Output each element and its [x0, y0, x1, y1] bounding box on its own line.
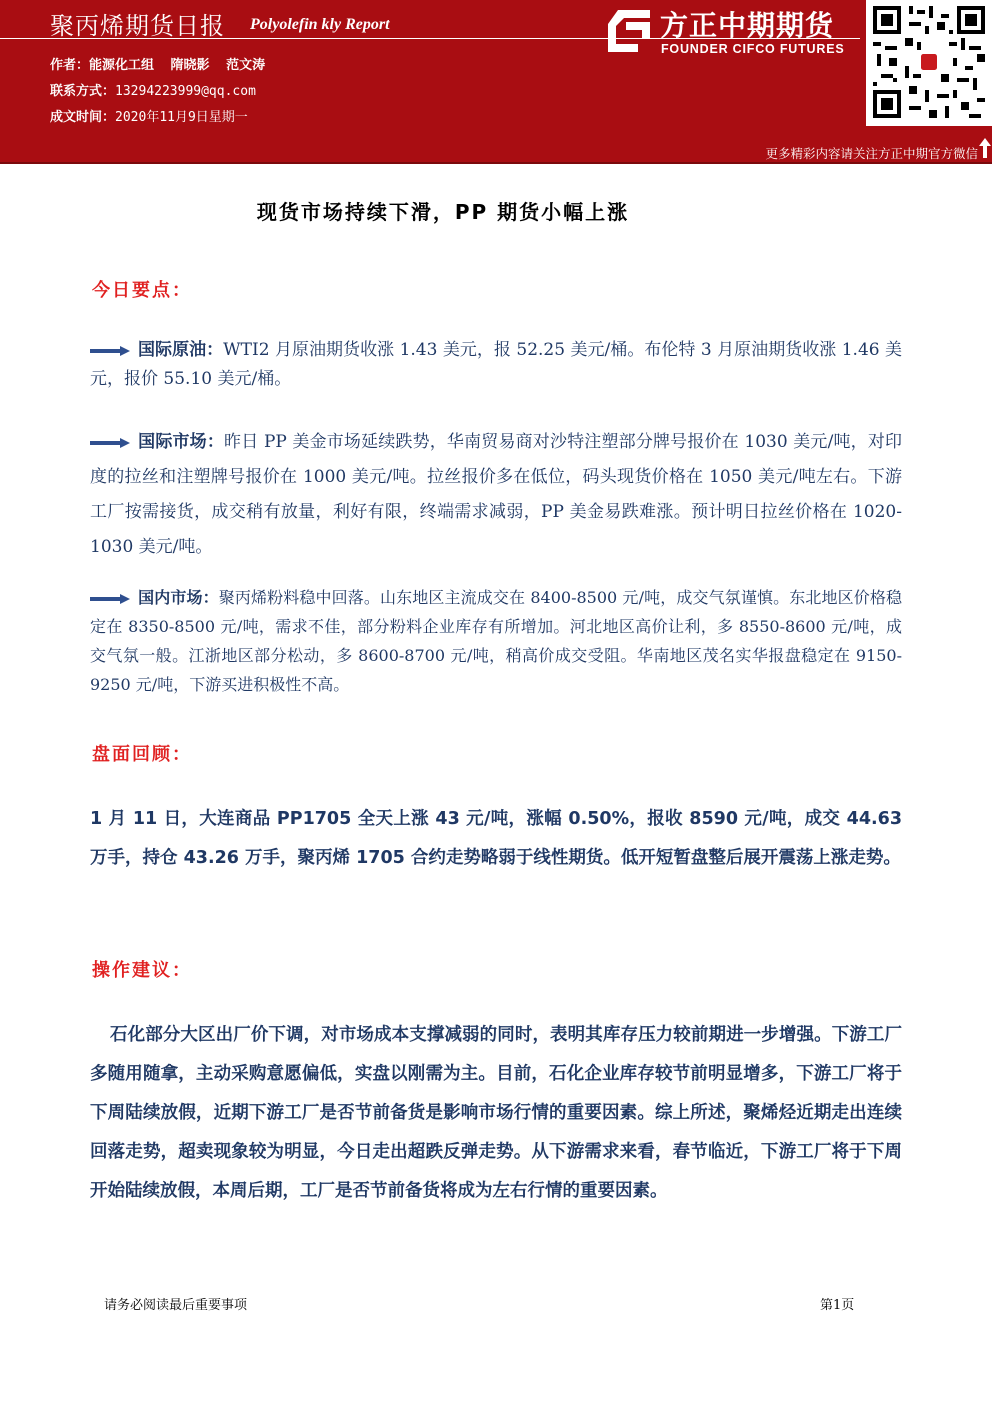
- bullet-international-crude: [90, 336, 902, 394]
- contact-value[interactable]: 13294223999@qq.com: [115, 84, 256, 99]
- arrow-right-icon: [90, 594, 130, 604]
- bullet-label: 国内市场：: [138, 588, 219, 607]
- bullet-domestic-market: [90, 583, 902, 699]
- report-subtitle: Polyolefin kly Report: [250, 16, 390, 33]
- page-number: 第1页: [820, 1298, 855, 1313]
- contact-label: 联系方式：: [50, 84, 116, 99]
- authors-label: 作者：: [50, 58, 90, 73]
- section-heading-review: 盘面回顾：: [92, 744, 192, 765]
- qr-code[interactable]: [866, 0, 992, 126]
- header-bottom-rule: [0, 162, 992, 164]
- bullet-text: 聚丙烯粉料稳中回落。山东地区主流成交在 8400-8500 元/吨，成交气氛谨慎。东北地区价格稳定在 8350-8500 元/吨，需求不佳，部分粉料企业库存有所增加。河北地区高价让利，多 8550-8600 元/吨，成交气氛一般。江浙地区部分松动，多 8600-8700 元/吨，稍高价成交受阻。华南地区茂名实华报盘稳定在 9150-9250 元/吨，下游买进积极性不高。: [90, 588, 902, 694]
- contact-line: [50, 80, 256, 99]
- bullet-text: 昨日 PP 美金市场延续跌势，华南贸易商对沙特注塑部分牌号报价在 1030 美元/吨，对印度的拉丝和注塑牌号报价在 1000 美元/吨。拉丝报价多在低位，码头现货价格在 1050 美元/吨左右。下游工厂按需接货，成交稍有放量，利好有限，终端需求减弱，PP 美金易跌难涨。预计明日拉丝价格在 1020-1030 美元/吨。: [90, 432, 903, 557]
- authors-line: [50, 54, 265, 73]
- date-label: 成文时间：: [50, 110, 116, 125]
- qr-code-icon: [873, 6, 985, 118]
- date-line: [50, 106, 248, 125]
- company-name-cn: 方正中期期货: [660, 9, 835, 42]
- footer-notice: 请务必阅读最后重要事项: [104, 1298, 248, 1313]
- bullet-label: 国际原油：: [138, 340, 224, 360]
- document-title: 现货市场持续下滑，PP 期货小幅上涨: [256, 200, 630, 224]
- authors-value: 能源化工组 隋晓影 范文涛: [89, 58, 266, 73]
- section-heading-key-points: 今日要点：: [92, 280, 192, 301]
- header-banner: [0, 0, 992, 162]
- arrow-right-icon: [90, 346, 130, 356]
- review-paragraph: 1 月 11 日，大连商品 PP1705 全天上涨 43 元/吨，涨幅 0.50%，报收 8590 元/吨，成交 44.63 万手，持仓 43.26 万手，聚丙烯 1705 合约走势略弱于线性期货。低开短暂盘整后展开震荡上涨走势。: [90, 809, 902, 868]
- arrow-right-icon: [90, 438, 130, 448]
- report-title: 聚丙烯期货日报: [50, 12, 225, 40]
- section-heading-advice: 操作建议：: [92, 960, 192, 981]
- advice-paragraph: 石化部分大区出厂价下调，对市场成本支撑减弱的同时，表明其库存压力较前期进一步增强。下游工厂多随用随拿，主动采购意愿偏低，实盘以刚需为主。目前，石化企业库存较节前明显增多，下游工厂将于下周陆续放假，近期下游工厂是否节前备货是影响市场行情的重要因素。综上所述，聚烯烃近期走出连续回落走势，超卖现象较为明显，今日走出超跌反弹走势。从下游需求来看，春节临近，下游工厂将于下周开始陆续放假，本周后期，工厂是否节前备货将成为左右行情的重要因素。: [90, 1025, 902, 1201]
- company-logo-icon: [604, 8, 652, 54]
- bullet-international-market: [90, 425, 902, 565]
- bullet-label: 国际市场：: [138, 432, 225, 452]
- arrow-up-icon: [978, 136, 992, 160]
- date-value: 2020年11月9日星期一: [115, 110, 248, 125]
- bullet-text: WTI2 月原油期货收涨 1.43 美元，报 52.25 美元/桶。布伦特 3 月原油期货收涨 1.46 美元，报价 55.10 美元/桶。: [90, 340, 903, 389]
- follow-wechat-text: 更多精彩内容请关注方正中期官方微信: [765, 146, 978, 161]
- company-name-en: FOUNDER CIFCO FUTURES: [661, 42, 845, 56]
